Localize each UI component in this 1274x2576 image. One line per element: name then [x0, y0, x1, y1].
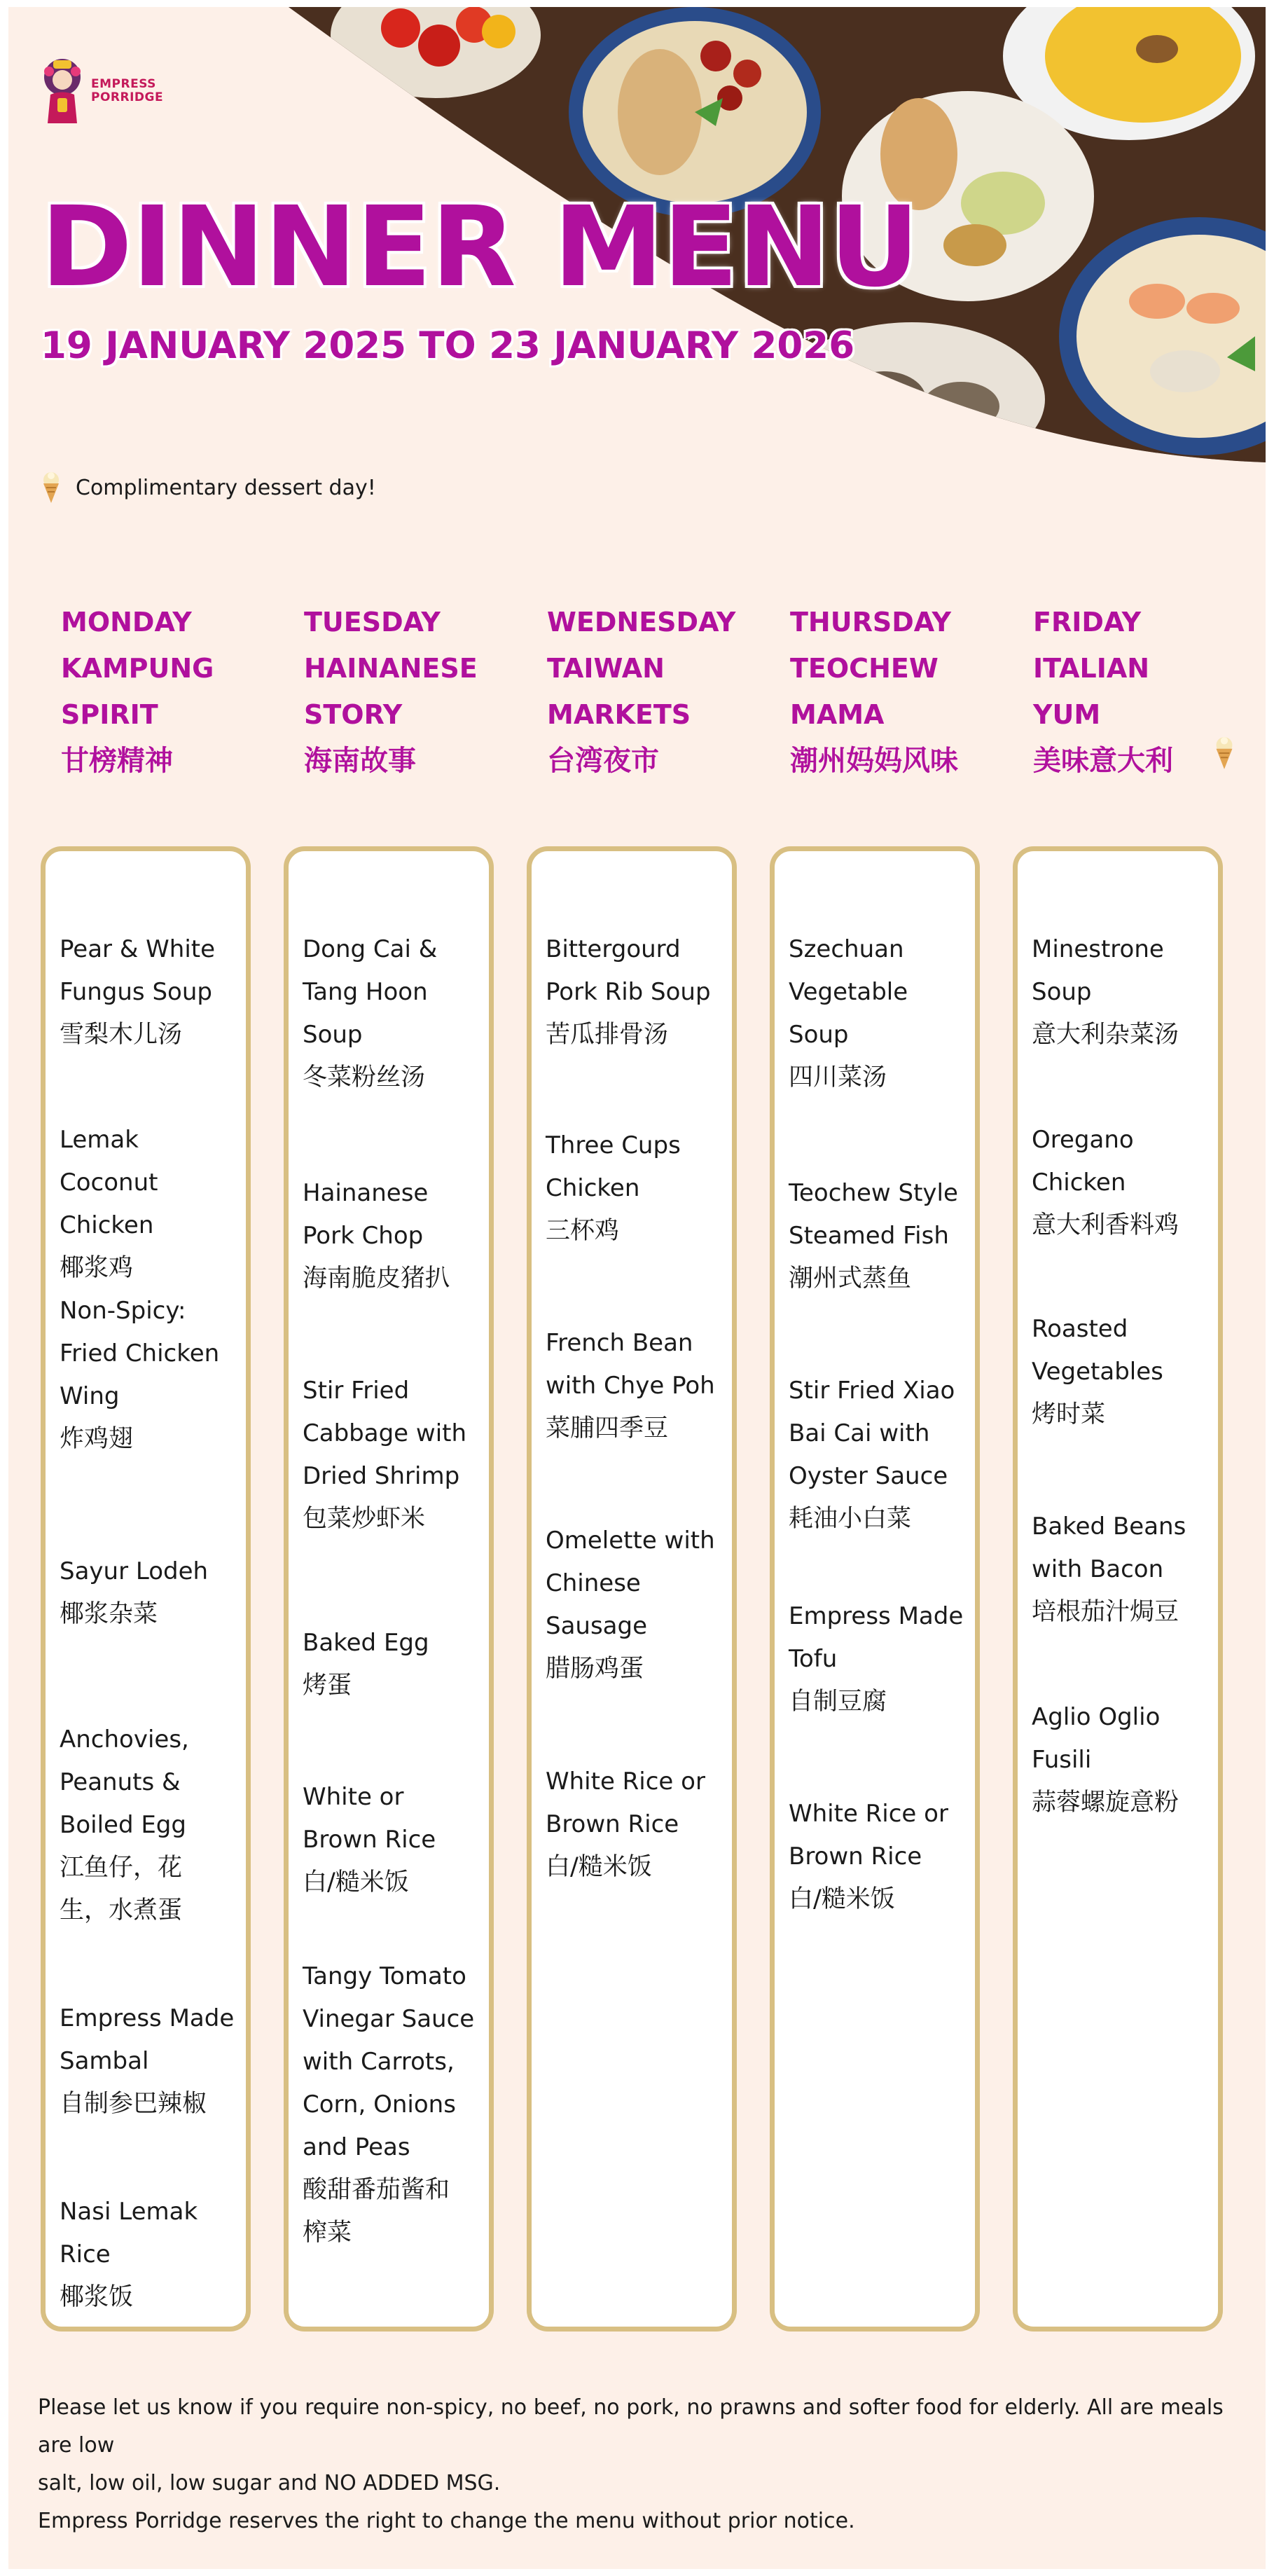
dish-item — [546, 1322, 735, 1450]
menu-column-monday — [41, 846, 251, 2332]
dish-name-cn: 冬菜粉丝汤 — [303, 1063, 426, 1091]
day-title-cn: 海南故事 — [304, 745, 416, 777]
dish-name: Roasted — [1032, 1315, 1128, 1343]
dish-name: Vegetables — [1032, 1358, 1163, 1386]
dish-name-cn: 腊肠鸡蛋 — [546, 1655, 644, 1683]
dish-name-cn: 苦瓜排骨汤 — [546, 1021, 669, 1049]
dish-name: Nasi Lemak — [60, 2198, 198, 2226]
dish-name-cn: 意大利香料鸡 — [1032, 1211, 1179, 1239]
day-title-line: THURSDAY — [790, 607, 952, 638]
day-title-line: MONDAY — [61, 607, 192, 638]
dish-name: Sausage — [546, 1612, 648, 1640]
dish-name-cn: 烤时菜 — [1032, 1400, 1106, 1428]
dish-name: Lemak — [60, 1126, 139, 1154]
dish-name: White Rice or — [789, 1800, 948, 1828]
dish-name-cn: 椰浆杂菜 — [60, 1600, 158, 1628]
dish-name: Fungus Soup — [60, 978, 212, 1006]
dish-item — [546, 928, 735, 1056]
dish-name: with Bacon — [1032, 1555, 1164, 1583]
dish-name: Stir Fried Xiao — [789, 1377, 955, 1405]
day-title-line: ITALIAN — [1033, 653, 1150, 684]
footer-line: Empress Porridge reserves the right to change the menu without prior notice. — [38, 2509, 855, 2533]
dish-name: Brown Rice — [546, 1810, 679, 1838]
dish-item — [546, 1520, 735, 1690]
day-title-cn: 台湾夜市 — [547, 745, 659, 777]
dish-name: Bai Cai with — [789, 1419, 930, 1447]
dish-item — [1032, 1119, 1221, 1247]
menu-column-tuesday — [284, 846, 494, 2332]
dish-name-cn: 意大利杂菜汤 — [1032, 1021, 1179, 1049]
dish-name: Szechuan — [789, 935, 904, 963]
footer-notes — [38, 2389, 1249, 2540]
day-title-cn: 潮州妈妈风味 — [790, 745, 958, 777]
day-title-line: TUESDAY — [304, 607, 441, 638]
logo-line1: EMPRESS — [91, 77, 156, 91]
dish-name: Boiled Egg — [60, 1811, 186, 1839]
dessert-notice — [41, 471, 376, 504]
dish-name: Brown Rice — [789, 1843, 922, 1871]
dish-name-cn: 白/糙米饭 — [303, 1868, 409, 1896]
dish-name: Anchovies, — [60, 1726, 189, 1754]
dish-name: White or — [303, 1783, 404, 1811]
dish-name-cn: 椰浆饭 — [60, 2283, 134, 2311]
dish-name: Chinese — [546, 1569, 641, 1597]
brand-logo — [41, 56, 163, 126]
day-title-line: MARKETS — [547, 699, 691, 730]
dish-name-cn: 自制参巴辣椒 — [60, 2090, 207, 2118]
dish-name: Fried Chicken — [60, 1339, 220, 1368]
date-range: 19 JANUARY 2025 TO 23 JANUARY 2026 — [41, 324, 855, 367]
dish-name-cn: 生，水煮蛋 — [60, 1896, 183, 1924]
dish-item — [1032, 1308, 1221, 1436]
dish-name: Baked Beans — [1032, 1513, 1186, 1541]
dish-name: Sambal — [60, 2047, 149, 2075]
dish-item — [1032, 928, 1221, 1056]
dish-name: Stir Fried — [303, 1377, 410, 1405]
dish-name: Chicken — [60, 1211, 154, 1239]
dish-item — [60, 1550, 249, 1636]
dish-name: Chicken — [1032, 1169, 1126, 1197]
dish-name: Minestrone — [1032, 935, 1164, 963]
logo-line2: PORRIDGE — [91, 90, 164, 104]
dish-item — [303, 1622, 492, 1707]
dish-name: Dried Shrimp — [303, 1462, 460, 1490]
day-header-wednesday — [547, 599, 778, 784]
empress-logo-icon — [41, 56, 84, 126]
dish-item — [60, 2191, 249, 2319]
day-title-line: TEOCHEW — [790, 653, 939, 684]
day-header-thursday — [790, 599, 1021, 784]
day-title-cn: 美味意大利 — [1033, 745, 1173, 777]
dish-name-cn: 耗油小白菜 — [789, 1505, 912, 1533]
dish-name: Bittergourd — [546, 935, 681, 963]
dish-name: Chicken — [546, 1174, 640, 1202]
day-title-line: YUM — [1033, 699, 1101, 730]
dish-name: Soup — [1032, 978, 1092, 1006]
dish-name: Non-Spicy: — [60, 1297, 186, 1325]
dish-item — [789, 1595, 978, 1723]
page-title: DINNER MENU — [41, 183, 919, 312]
dish-name-cn: 包菜炒虾米 — [303, 1505, 426, 1533]
dish-name: Fusili — [1032, 1746, 1092, 1774]
dish-name-cn: 炸鸡翅 — [60, 1425, 134, 1453]
dish-name-cn: 菜脯四季豆 — [546, 1414, 669, 1442]
dish-name: White Rice or — [546, 1768, 705, 1796]
dish-name: Corn, Onions — [303, 2091, 456, 2119]
dish-name: Hainanese — [303, 1179, 429, 1207]
dish-item — [546, 1761, 735, 1889]
dish-name-cn: 自制豆腐 — [789, 1688, 887, 1716]
dish-name: Soup — [303, 1021, 363, 1049]
dish-name: and Peas — [303, 2133, 410, 2161]
day-title-line: STORY — [304, 699, 403, 730]
dish-name: Pear & White — [60, 935, 216, 963]
dish-name: Omelette with — [546, 1527, 715, 1555]
day-title-line: KAMPUNG — [61, 653, 214, 684]
day-title-line: SPIRIT — [61, 699, 158, 730]
dish-name-cn: 海南脆皮猪扒 — [303, 1265, 450, 1293]
dish-name-cn: 四川菜汤 — [789, 1063, 887, 1091]
day-title-line: WEDNESDAY — [547, 607, 736, 638]
dish-name-cn: 榨菜 — [303, 2219, 352, 2247]
menu-column-friday — [1013, 846, 1223, 2332]
day-title-line: TAIWAN — [547, 653, 665, 684]
dish-name-cn: 烤蛋 — [303, 1672, 352, 1700]
dish-name: Steamed Fish — [789, 1222, 949, 1250]
dish-name: Rice — [60, 2240, 111, 2268]
dish-name: with Carrots, — [303, 2048, 455, 2076]
footer-line: salt, low oil, low sugar and NO ADDED MSG. — [38, 2471, 501, 2495]
dish-item — [60, 1119, 249, 1290]
dish-item — [1032, 1696, 1221, 1824]
dish-name-cn: 椰浆鸡 — [60, 1254, 134, 1282]
dish-name: Pork Chop — [303, 1222, 424, 1250]
dish-name: Aglio Oglio — [1032, 1703, 1161, 1731]
day-header-tuesday — [304, 599, 535, 784]
dish-item — [789, 1793, 978, 1921]
dish-name: with Chye Poh — [546, 1372, 715, 1400]
day-title-line: FRIDAY — [1033, 607, 1142, 638]
dish-name-cn: 培根茄汁焗豆 — [1032, 1598, 1179, 1626]
dish-item — [60, 1997, 249, 2126]
dish-name-cn: 雪梨木儿汤 — [60, 1021, 183, 1049]
dish-item — [60, 1290, 249, 1461]
dish-name-cn: 酸甜番茄酱和 — [303, 2176, 450, 2204]
dish-name: Coconut — [60, 1169, 158, 1197]
dish-name: Pork Rib Soup — [546, 978, 711, 1006]
dish-name: Brown Rice — [303, 1826, 436, 1854]
dish-name: French Bean — [546, 1329, 693, 1357]
dish-item — [60, 928, 249, 1056]
dish-item — [60, 1719, 249, 1932]
menu-page — [8, 7, 1266, 2569]
dish-name-cn: 白/糙米饭 — [789, 1885, 895, 1913]
dish-item — [303, 928, 492, 1099]
dish-item — [303, 1172, 492, 1300]
dish-name: Baked Egg — [303, 1629, 429, 1657]
dish-name: Sayur Lodeh — [60, 1557, 209, 1585]
dish-name: Empress Made — [60, 2004, 235, 2032]
dish-item — [1032, 1506, 1221, 1634]
dish-item — [303, 1776, 492, 1904]
day-title-line: MAMA — [790, 699, 885, 730]
dish-name: Vinegar Sauce — [303, 2005, 475, 2033]
dish-name: Peanuts & — [60, 1768, 181, 1796]
dish-name-cn: 江鱼仔，花 — [60, 1854, 183, 1882]
dish-name: Oregano — [1032, 1126, 1134, 1154]
dish-item — [789, 1172, 978, 1300]
dish-name: Soup — [789, 1021, 849, 1049]
dish-name: Dong Cai & — [303, 935, 438, 963]
dish-name-cn: 三杯鸡 — [546, 1217, 620, 1245]
dish-name-cn: 蒜蓉螺旋意粉 — [1032, 1789, 1179, 1817]
dish-name: Teochew Style — [789, 1179, 958, 1207]
day-title-line: HAINANESE — [304, 653, 478, 684]
menu-column-thursday — [770, 846, 980, 2332]
menu-column-wednesday — [527, 846, 737, 2332]
ice-cream-icon — [41, 471, 62, 504]
dish-name: Oyster Sauce — [789, 1462, 948, 1490]
dish-name: Wing — [60, 1382, 120, 1410]
dish-name: Cabbage with — [303, 1419, 467, 1447]
dish-name: Empress Made — [789, 1602, 964, 1630]
day-title-cn: 甘榜精神 — [61, 745, 173, 777]
dish-name-cn: 白/糙米饭 — [546, 1853, 652, 1881]
dish-name: Tofu — [789, 1645, 838, 1673]
dish-name: Three Cups — [546, 1131, 681, 1159]
dish-item — [789, 1370, 978, 1541]
dish-name: Tangy Tomato — [303, 1962, 466, 1990]
dish-item — [789, 928, 978, 1099]
footer-line: Please let us know if you require non-spicy, no beef, no pork, no prawns and softer food for elderly. All are meals are low — [38, 2395, 1224, 2458]
day-header-monday — [61, 599, 292, 784]
dessert-notice-text: Complimentary dessert day! — [76, 475, 376, 500]
dish-name: Tang Hoon — [303, 978, 428, 1006]
dish-item — [303, 1955, 492, 2254]
dish-name: Vegetable — [789, 978, 908, 1006]
dish-item — [546, 1124, 735, 1253]
dish-name-cn: 潮州式蒸鱼 — [789, 1265, 912, 1293]
dish-item — [303, 1370, 492, 1541]
ice-cream-icon — [1213, 736, 1235, 771]
